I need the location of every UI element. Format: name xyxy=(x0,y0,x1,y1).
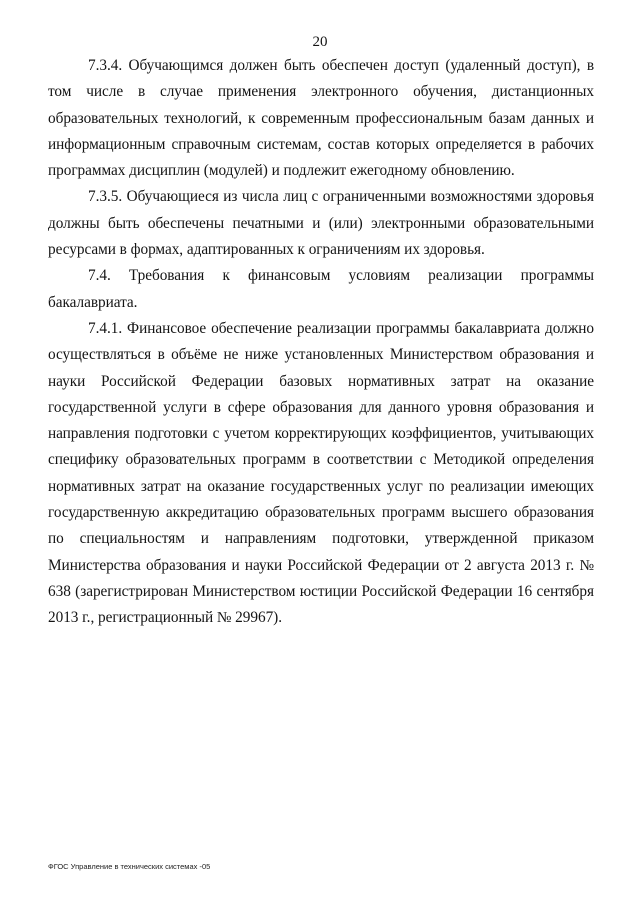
paragraph-7-4-1: 7.4.1. Финансовое обеспечение реализации программы бакалавриата должно осуществляться в объёме не ниже установленных Министерством образования и науки Российской Федерации базовых нормативных затрат на оказание государственной услуги в сфере образования для данного уровня образования и направления подготовки с учетом корректирующих коэффициентов, учитывающих специфику образовательных программ в соответствии с Методикой определения нормативных затрат на оказание государственных услуг по реализации имеющих государственную аккредитацию образовательных программ высшего образования по специальностям и направлениям подготовки, утвержденной приказом Министерства образования и науки Российской Федерации от 2 августа 2013 г. № 638 (зарегистрирован Министерством юстиции Российской Федерации 16 сентября 2013 г., регистрационный № 29967). xyxy=(48,319,594,627)
document-body xyxy=(48,53,594,632)
paragraph-7-3-5: 7.3.5. Обучающиеся из числа лиц с ограниченными возможностями здоровья должны быть обеспечены печатными и (или) электронными образовательными ресурсами в формах, адаптированных к ограничениям их здоровья. xyxy=(48,188,594,259)
footer-document-code: ФГОС Управление в технических системах -05 xyxy=(48,862,211,871)
heading-7-4: 7.4. Требования к финансовым условиям реализации программы бакалавриата. xyxy=(48,267,594,311)
page-number: 20 xyxy=(312,34,328,50)
paragraph-7-3-4: 7.3.4. Обучающимся должен быть обеспечен доступ (удаленный доступ), в том числе в случае применения электронного обучения, дистанционных образовательных технологий, к современным профессиональным базам данных и информационным справочным системам, состав которых определяется в рабочих программах дисциплин (модулей) и подлежит ежегодному обновлению. xyxy=(48,57,594,180)
